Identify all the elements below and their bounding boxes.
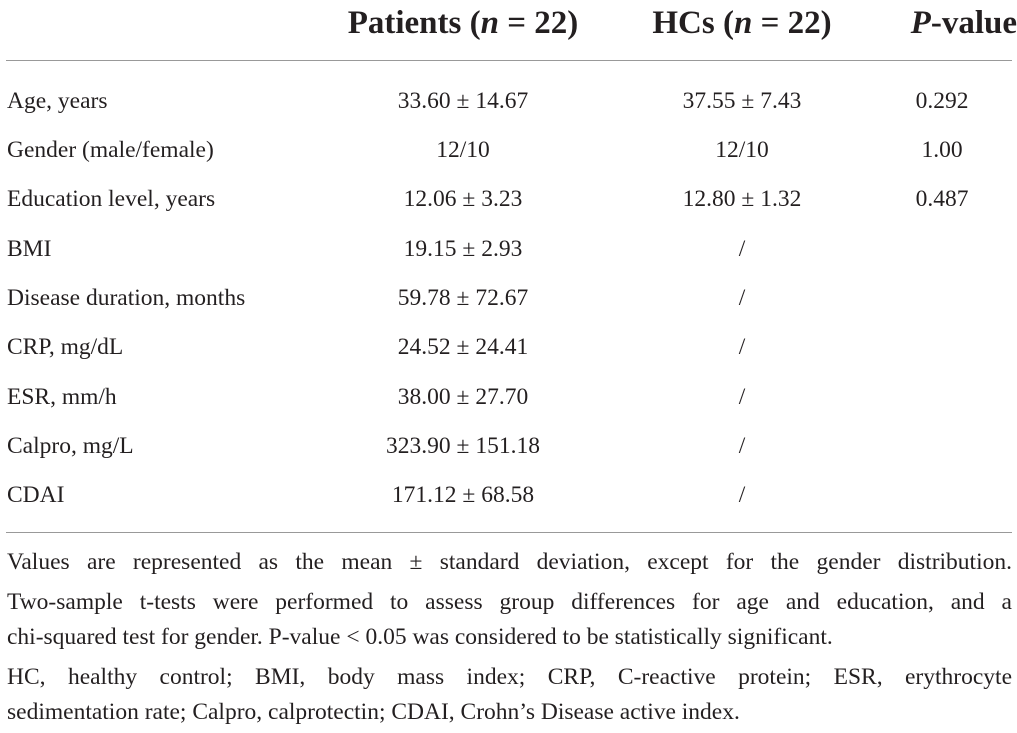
header-patients-n: n [480,5,499,41]
patients-value: 12/10 [436,137,490,163]
table-row-gender [0,126,1017,175]
header-hcs-count: = 22) [752,5,832,41]
table-row-education [0,175,1017,224]
hcs-value: 37.55 ± 7.43 [682,88,802,114]
row-label: Gender (male/female) [7,137,214,163]
footnote-line: Two-sample t-tests were performed to assess group differences for age and education, and a [7,589,1012,615]
patients-value: 38.00 ± 27.70 [397,384,529,410]
header-p-italic: P [910,5,931,41]
hcs-value: 12.80 ± 1.32 [682,186,802,212]
row-label: Calpro, mg/L [7,433,134,459]
table-bottom-divider [6,532,1012,533]
header-p-rest: -value [930,5,1017,41]
row-label: CDAI [7,482,65,508]
hcs-value: / [738,384,746,410]
table-row-disease-duration [0,274,1017,323]
table-row-bmi [0,225,1017,274]
hcs-value: / [738,236,746,262]
patients-value: 24.52 ± 24.41 [397,334,529,360]
p-value: 0.487 [915,186,969,212]
row-label: CRP, mg/dL [7,334,124,360]
row-label: Age, years [7,88,108,114]
patients-value: 19.15 ± 2.93 [403,236,523,262]
patients-value: 33.60 ± 14.67 [397,88,529,114]
footnote-line: chi-squared test for gender. P-value < 0.05 was considered to be statistically significant. [7,624,833,650]
hcs-value: 12/10 [715,137,769,163]
p-value: 1.00 [921,137,963,163]
table-row-esr [0,373,1017,422]
patients-value: 171.12 ± 68.58 [391,482,535,508]
header-patients-count: = 22) [498,5,579,41]
row-label: Disease duration, months [7,285,246,311]
header-divider [6,60,1012,61]
header-hcs-n: n [733,5,753,41]
row-label: Education level, years [7,186,216,212]
hcs-value: / [738,482,746,508]
row-label: BMI [7,236,52,262]
footnote-abbreviations: HC, healthy control; BMI, body mass index; CRP, C-reactive protein; ESR, erythrocyte [7,664,1012,690]
patients-value: 59.78 ± 72.67 [397,285,529,311]
header-patients: Patients (n = 22) [347,5,579,41]
table-row-crp [0,323,1017,372]
p-value: 0.292 [915,88,969,114]
patients-value: 12.06 ± 3.23 [403,186,523,212]
header-patients-name: Patients [347,5,462,41]
header-hcs-name: HCs [652,5,715,41]
footnote-abbreviations: sedimentation rate; Calpro, calprotectin; CDAI, Crohn’s Disease active index. [7,699,740,725]
hcs-value: / [738,334,746,360]
footnote-line: Values are represented as the mean ± standard deviation, except for the gender distribution. [7,549,1012,575]
header-hcs: HCs (n = 22) [652,5,832,41]
hcs-value: / [738,433,746,459]
patients-value: 323.90 ± 151.18 [386,433,540,459]
row-label: ESR, mm/h [7,384,117,410]
table-row-cdai [0,471,1017,520]
header-p-value [880,0,1017,46]
table-row-age [0,77,1017,126]
table-row-calpro [0,422,1017,471]
hcs-value: / [738,285,746,311]
